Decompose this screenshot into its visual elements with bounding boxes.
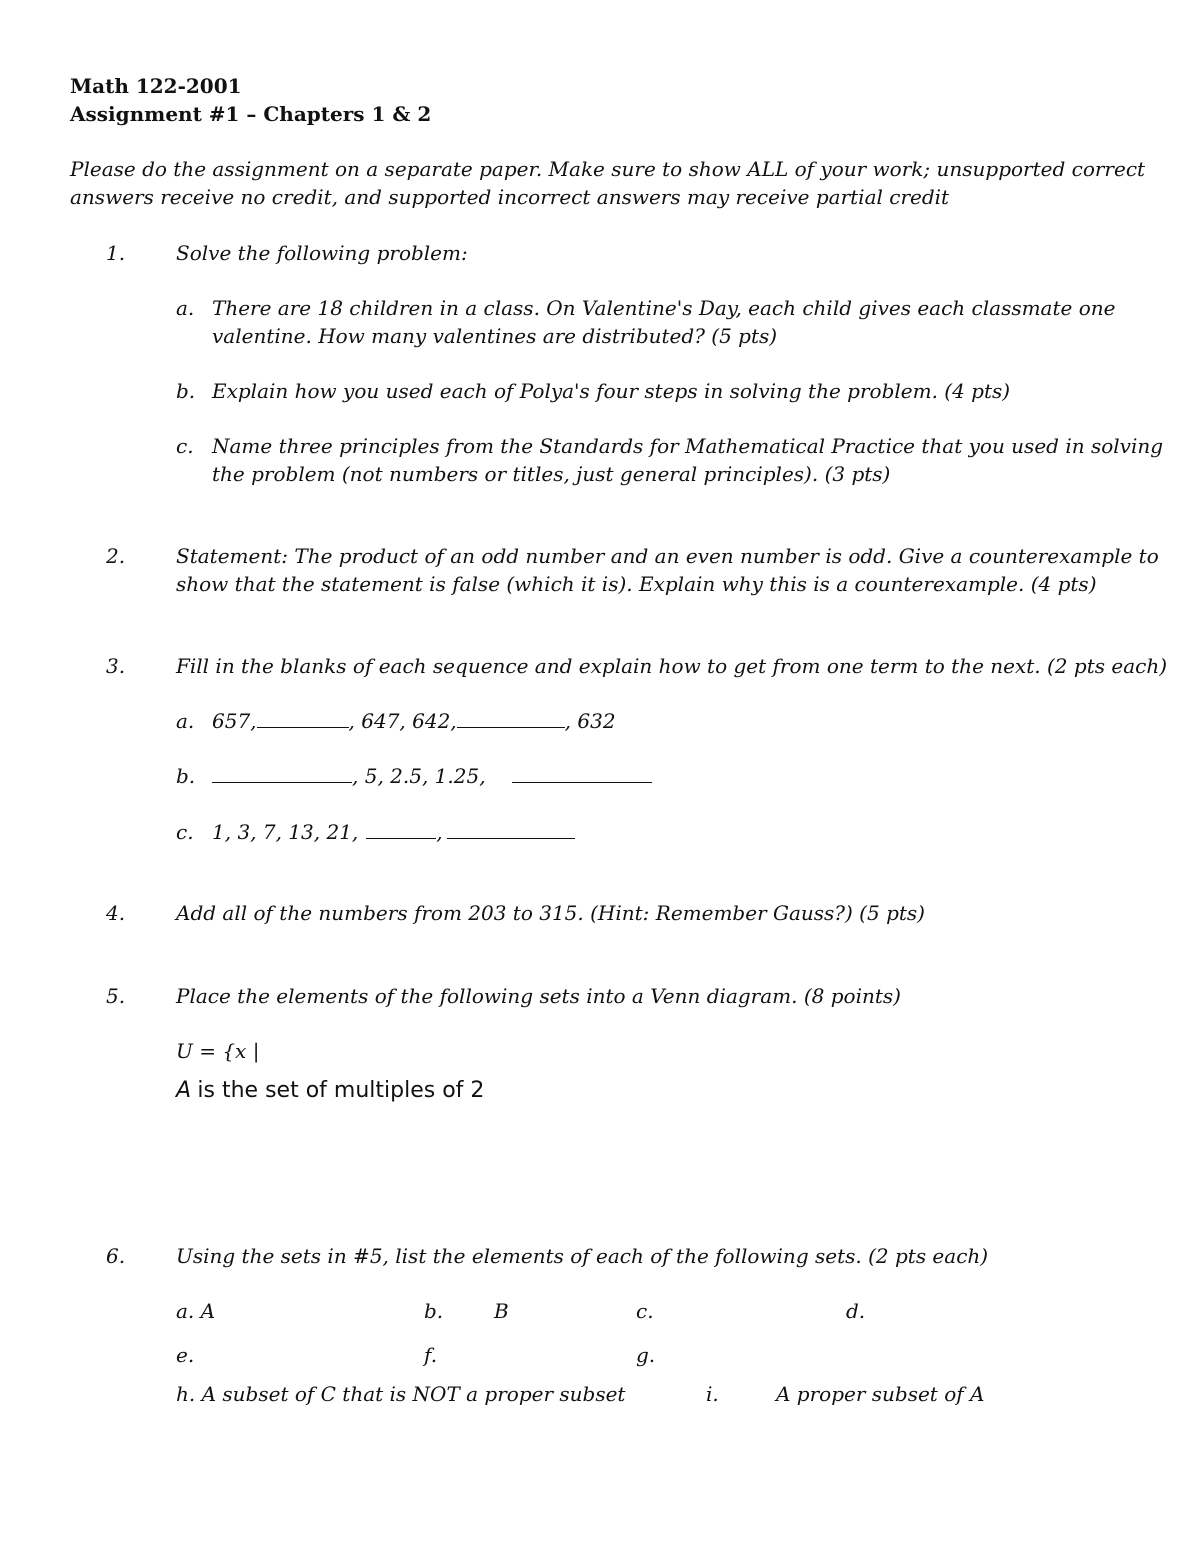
q3a-blank-1[interactable] [257,707,349,728]
q1a-line-1: There are 18 children in a class. On Valentine's Day, each child gives each classmate one [212,296,1116,320]
q5-set-a-description: is the set of multiples of 2 [197,1078,485,1103]
q3b-part-2: , 5, 2.5, 1.25, [352,764,486,788]
q3b-blank-1[interactable] [212,762,352,783]
q6b-value: B [494,1299,509,1323]
q3b-label: b. [176,764,196,788]
q1a-label: a. [176,296,195,320]
q1c-line-1: Name three principles from the Standards for Mathematical Practice that you used in solving [212,434,1164,458]
q3b-blank-2[interactable] [512,762,652,783]
q1a-line-2: valentine. How many valentines are distributed? (5 pts) [212,324,778,348]
q3-number: 3. [106,654,126,678]
instructions-line-1: Please do the assignment on a separate paper. Make sure to show ALL of your work; unsupported correct [70,157,1146,181]
q3a-part-3: , 632 [564,709,616,733]
q3-text: Fill in the blanks of each sequence and explain how to get from one term to the next. (2 pts each) [176,654,1167,678]
q4-number: 4. [106,901,126,925]
q6i-value: A proper subset of A [776,1382,985,1406]
q6-text: Using the sets in #5, list the elements of each of the following sets. (2 pts each) [176,1244,989,1268]
q3a-part-2: , 647, 642, [348,709,457,733]
q3c-blank-2[interactable] [447,818,575,839]
q5-number: 5. [106,984,126,1008]
q6e-label: e. [176,1343,195,1367]
q3c-label: c. [176,820,194,844]
q3c-part-2: , [436,820,443,844]
q1c-label: c. [176,434,194,458]
q3a-label: a. [176,709,195,733]
q4-text: Add all of the numbers from 203 to 315. (Hint: Remember Gauss?) (5 pts) [176,901,925,925]
q3b-sequence [212,762,652,790]
q3a-sequence [212,707,616,735]
instructions-line-2: answers receive no credit, and supported incorrect answers may receive partial credit [70,185,950,209]
q3c-sequence [212,818,575,846]
q5-set-a [176,1076,484,1105]
q1c-line-2: the problem (not numbers or titles, just general principles). (3 pts) [212,462,891,486]
q6h-item: h. A subset of C that is NOT a proper subset [176,1382,626,1406]
q5-text: Place the elements of the following sets into a Venn diagram. (8 points) [176,984,901,1008]
q5-universe: U = {x | [176,1039,260,1063]
assignment-title: Assignment #1 – Chapters 1 & 2 [70,102,432,126]
q3c-part-1: 1, 3, 7, 13, 21, [212,820,359,844]
q2-number: 2. [106,544,126,568]
q6i-label: i. [706,1382,719,1406]
q5-set-a-variable: A [176,1078,192,1103]
q3a-part-1: 657, [212,709,257,733]
q2-line-2: show that the statement is false (which it is). Explain why this is a counterexample. (4 pts) [176,572,1097,596]
q1-text: Solve the following problem: [176,241,468,265]
q6b-label: b. [424,1299,444,1323]
q1b-line-1: Explain how you used each of Polya's four steps in solving the problem. (4 pts) [212,379,1011,403]
q1-number: 1. [106,241,126,265]
q6d-label: d. [846,1299,866,1323]
q3c-blank-1[interactable] [366,818,436,839]
q6f-label: f. [424,1343,438,1367]
course-title: Math 122-2001 [70,74,242,98]
q2-line-1: Statement: The product of an odd number and an even number is odd. Give a counterexample to [176,544,1159,568]
q1b-label: b. [176,379,196,403]
q6c-label: c. [636,1299,654,1323]
q3a-blank-2[interactable] [457,707,565,728]
q6-number: 6. [106,1244,126,1268]
q6a-item: a. A [176,1299,216,1323]
q6g-label: g. [636,1343,656,1367]
